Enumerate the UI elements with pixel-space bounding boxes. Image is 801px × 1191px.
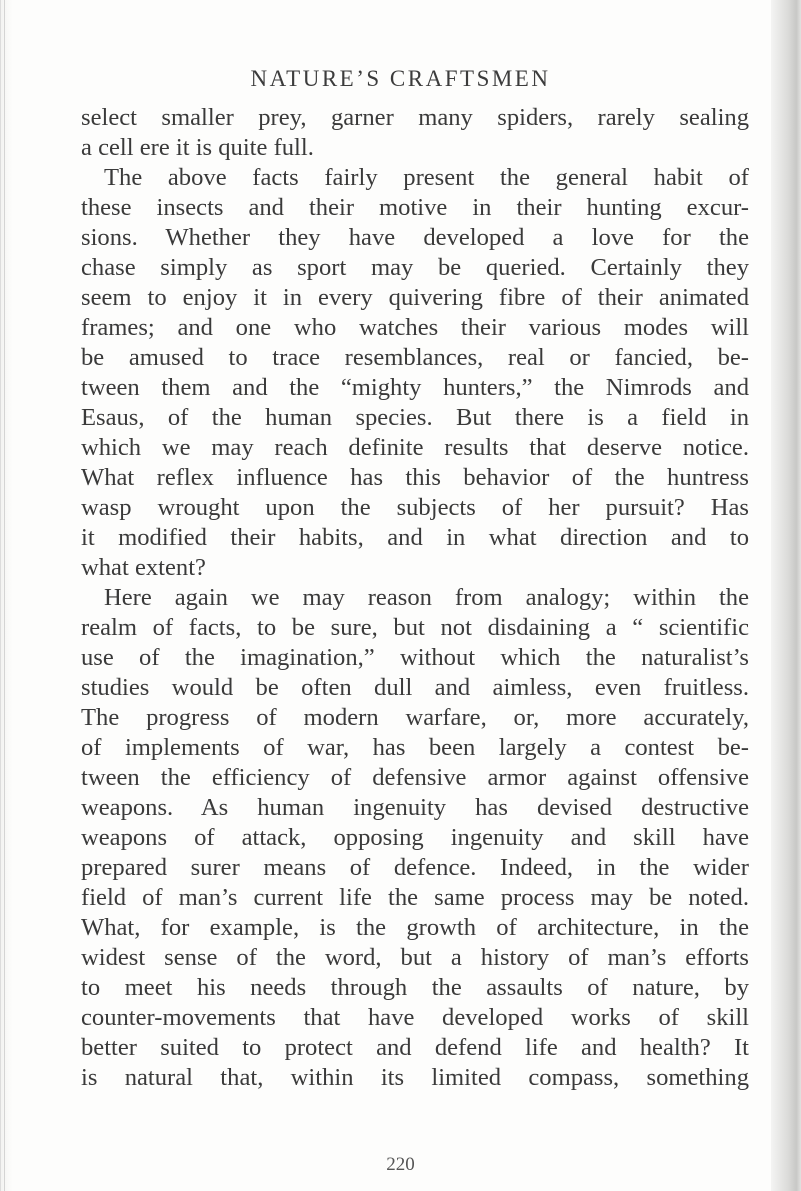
- text-line: field of man’s current life the same process may be noted.: [81, 884, 749, 911]
- text-line: what extent?: [81, 554, 206, 581]
- text-line: What reflex influence has this behavior of the huntress: [81, 464, 749, 491]
- text-line: weapons of attack, opposing ingenuity and skill have: [81, 824, 749, 851]
- text-line: these insects and their motive in their hunting excur-: [81, 194, 749, 221]
- text-line: which we may reach definite results that deserve notice.: [81, 434, 749, 461]
- page-edge-rule: [4, 0, 5, 1191]
- paragraph-first-line: The above facts fairly present the general habit of: [104, 164, 749, 191]
- text-line: studies would be often dull and aimless, even fruitless.: [81, 674, 749, 701]
- text-line: is natural that, within its limited compass, something: [81, 1064, 749, 1091]
- text-line: be amused to trace resemblances, real or fancied, be-: [81, 344, 749, 371]
- text-line: tween them and the “mighty hunters,” the Nimrods and: [81, 374, 749, 401]
- text-line: chase simply as sport may be queried. Certainly they: [81, 254, 749, 281]
- text-line: to meet his needs through the assaults of nature, by: [81, 974, 749, 1001]
- text-line: tween the efficiency of defensive armor against offensive: [81, 764, 749, 791]
- text-line: Esaus, of the human species. But there is a field in: [81, 404, 749, 431]
- text-line: prepared surer means of defence. Indeed, in the wider: [81, 854, 749, 881]
- text-line: select smaller prey, garner many spiders, rarely sealing: [81, 104, 749, 131]
- text-line: counter-movements that have developed works of skill: [81, 1004, 749, 1031]
- text-line: a cell ere it is quite full.: [81, 134, 314, 161]
- page-number: 220: [386, 1154, 415, 1175]
- text-line: weapons. As human ingenuity has devised destructive: [81, 794, 749, 821]
- running-head: NATURE’S CRAFTSMEN: [250, 66, 551, 91]
- text-line: use of the imagination,” without which the naturalist’s: [81, 644, 749, 671]
- text-line: better suited to protect and defend life and health? It: [81, 1034, 749, 1061]
- text-line: What, for example, is the growth of architecture, in the: [81, 914, 749, 941]
- text-line: wasp wrought upon the subjects of her pursuit? Has: [81, 494, 749, 521]
- text-line: The progress of modern warfare, or, more accurately,: [81, 704, 749, 731]
- text-line: frames; and one who watches their various modes will: [81, 314, 749, 341]
- text-line: sions. Whether they have developed a love for the: [81, 224, 749, 251]
- text-line: seem to enjoy it in every quivering fibre of their animated: [81, 284, 749, 311]
- paragraph-first-line: Here again we may reason from analogy; within the: [104, 584, 749, 611]
- text-line: widest sense of the word, but a history of man’s efforts: [81, 944, 749, 971]
- text-line: it modified their habits, and in what direction and to: [81, 524, 749, 551]
- page-gutter-shadow: [771, 0, 801, 1191]
- page-left-edge: [0, 0, 13, 1191]
- text-line: realm of facts, to be sure, but not disdaining a “ scientific: [81, 614, 749, 641]
- text-line: of implements of war, has been largely a contest be-: [81, 734, 749, 761]
